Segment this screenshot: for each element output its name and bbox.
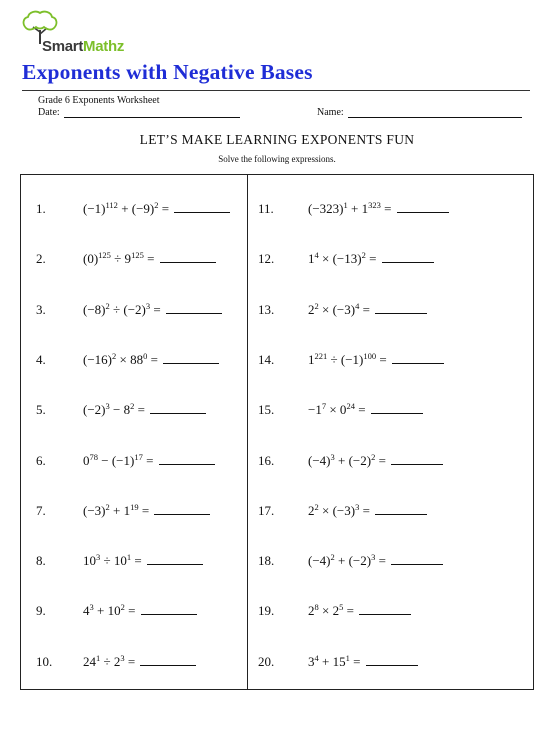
answer-blank[interactable]: [166, 303, 222, 314]
problem-number: 10.: [36, 654, 53, 669]
problem-number: 7.: [36, 503, 46, 518]
problem-expression: $(-16)^2 \times 88^0$ =: [83, 350, 219, 370]
answer-blank[interactable]: [392, 353, 444, 364]
logo-text-smart: Smart: [42, 38, 84, 55]
problem-expression: $24^1 \div 2^3$ =: [83, 652, 196, 672]
problem-expression: $(-4)^2 + (-2)^3$ =: [308, 551, 443, 571]
answer-blank[interactable]: [154, 504, 210, 515]
problem-number: 15.: [258, 402, 275, 417]
date-field-line[interactable]: [64, 117, 240, 118]
problem-number: 14.: [258, 352, 275, 367]
problem-expression: $0^{78} - (-1)^{17}$ =: [83, 451, 215, 471]
problem-expression: $10^3 \div 10^1$ =: [83, 551, 203, 571]
problem-number: 5.: [36, 402, 46, 417]
worksheet-instruction: Solve the following expressions.: [218, 154, 336, 164]
problem-number: 13.: [258, 302, 275, 317]
problem-number: 1.: [36, 201, 46, 216]
logo-text-mathz: Mathz: [83, 38, 125, 55]
name-field-line[interactable]: [348, 117, 522, 118]
name-label: Name:: [317, 107, 344, 118]
problem-expression: $(-2)^3 - 8^2$ =: [83, 400, 206, 420]
answer-blank[interactable]: [150, 403, 206, 414]
answer-blank[interactable]: [140, 655, 196, 666]
answer-blank[interactable]: [147, 554, 203, 565]
answer-blank[interactable]: [163, 353, 219, 364]
worksheet-heading: LET’S MAKE LEARNING EXPONENTS FUN: [139, 132, 415, 147]
problem-expression: $4^3 + 10^2$ =: [83, 601, 197, 621]
problem-expression: $2^8 \times 2^5$ =: [308, 601, 411, 621]
problem-expression: $(-3)^2 + 1^{19}$ =: [83, 501, 210, 521]
problem-expression: $(0)^{125} \div 9^{125}$ =: [83, 249, 216, 269]
worksheet-title: Exponents with Negative Bases: [22, 60, 313, 84]
problem-expression: $-1^7 \times 0^{24}$ =: [308, 400, 423, 420]
problem-expression: $(-4)^3 + (-2)^2$ =: [308, 451, 443, 471]
answer-blank[interactable]: [371, 403, 423, 414]
problem-number: 4.: [36, 352, 46, 367]
problem-expression: $1^{221} \div (-1)^{100}$ =: [308, 350, 444, 370]
problem-number: 3.: [36, 302, 46, 317]
problem-number: 6.: [36, 453, 46, 468]
date-label: Date:: [38, 107, 60, 118]
problem-number: 9.: [36, 603, 46, 618]
problem-expression: $(-8)^2 \div (-2)^3$ =: [83, 300, 222, 320]
answer-blank[interactable]: [382, 252, 434, 263]
answer-blank[interactable]: [160, 252, 216, 263]
problem-number: 2.: [36, 251, 46, 266]
problem-expression: $2^2 \times (-3)^3$ =: [308, 501, 427, 521]
problem-expression: $2^2 \times (-3)^4$ =: [308, 300, 427, 320]
problem-number: 16.: [258, 453, 275, 468]
answer-blank[interactable]: [359, 604, 411, 615]
problem-number: 12.: [258, 251, 275, 266]
problem-number: 18.: [258, 553, 275, 568]
problem-number: 8.: [36, 553, 46, 568]
problem-number: 17.: [258, 503, 275, 518]
problem-expression: $3^4 + 15^1$ =: [308, 652, 418, 672]
answer-blank[interactable]: [141, 604, 197, 615]
answer-blank[interactable]: [397, 202, 449, 213]
problem-expression: $(-323)^1 + 1^{323}$ =: [308, 199, 449, 219]
column-divider: [247, 174, 248, 690]
problem-number: 19.: [258, 603, 275, 618]
smartmathz-logo: [20, 10, 200, 58]
title-divider: [22, 90, 530, 91]
problem-expression: $(-1)^{112} + (-9)^2$ =: [83, 199, 230, 219]
answer-blank[interactable]: [375, 504, 427, 515]
problem-number: 11.: [258, 201, 274, 216]
answer-blank[interactable]: [174, 202, 230, 213]
answer-blank[interactable]: [375, 303, 427, 314]
answer-blank[interactable]: [366, 655, 418, 666]
answer-blank[interactable]: [391, 554, 443, 565]
problem-number: 20.: [258, 654, 275, 669]
answer-blank[interactable]: [159, 454, 215, 465]
answer-blank[interactable]: [391, 454, 443, 465]
problem-expression: $1^4 \times (-13)^2$ =: [308, 249, 434, 269]
worksheet-subtitle: Grade 6 Exponents Worksheet: [38, 95, 160, 106]
logo-wordmark: [42, 38, 124, 55]
